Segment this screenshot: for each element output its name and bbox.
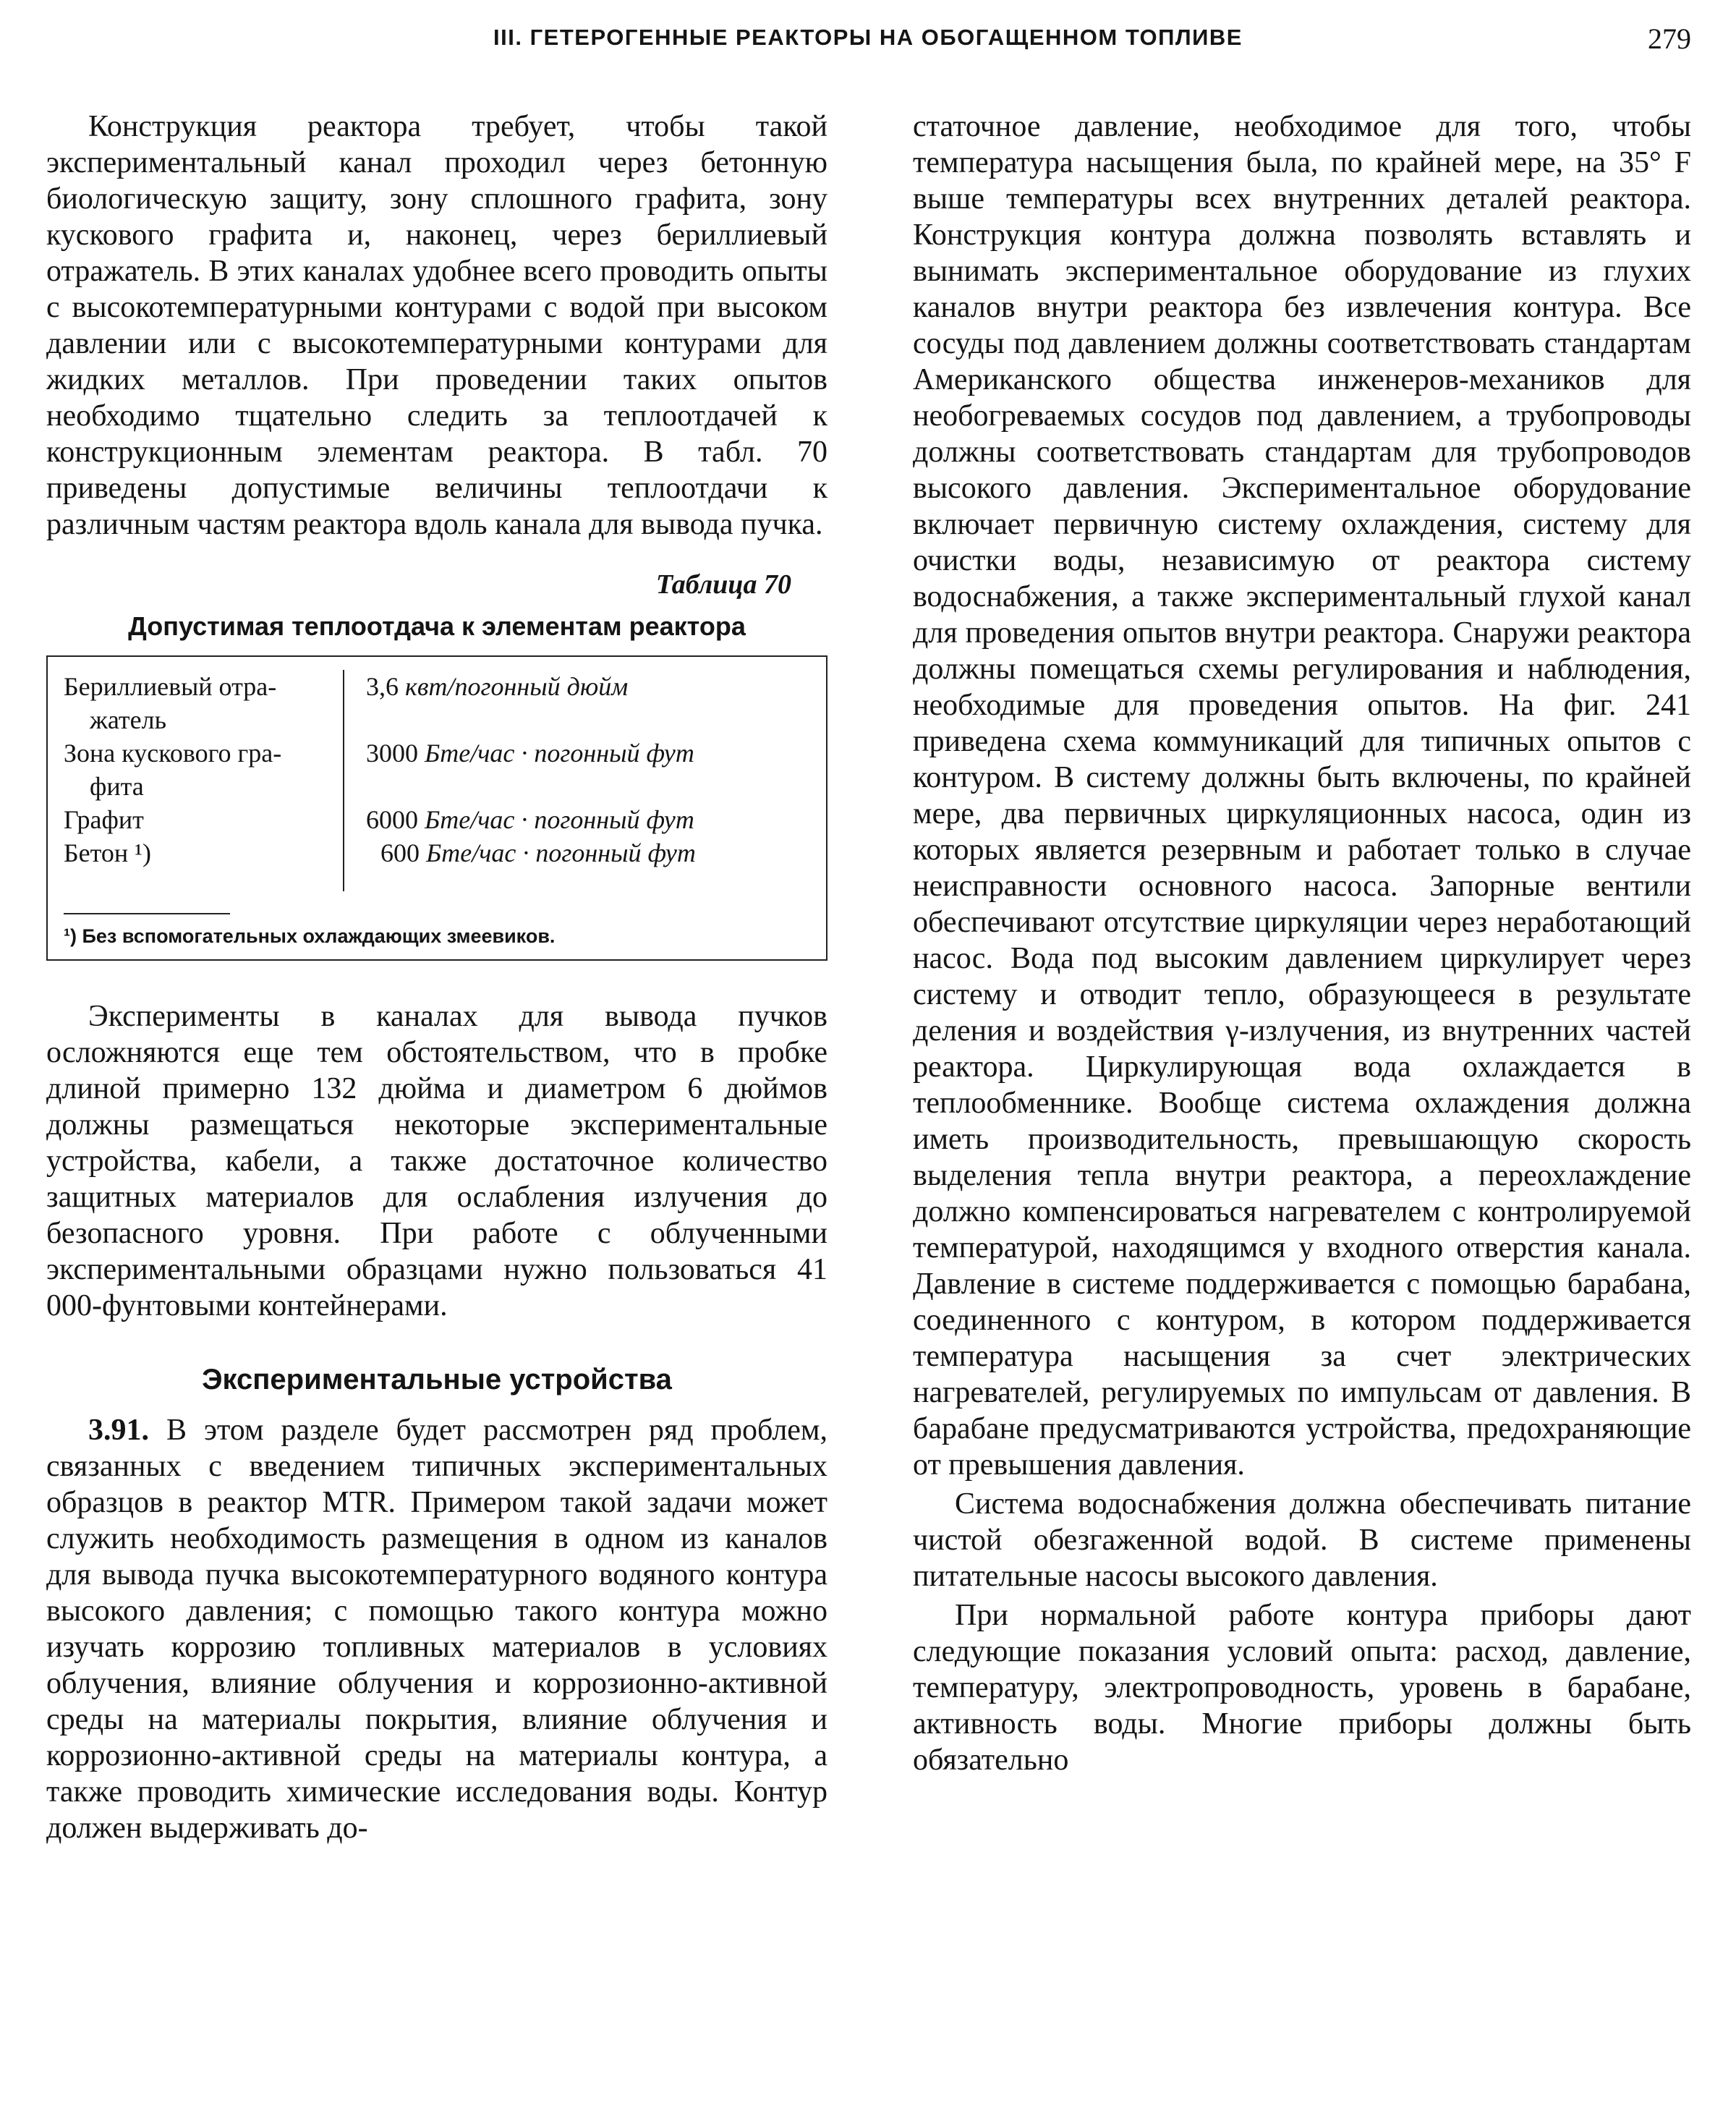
table-cell-value: 3000 Бте/час · погонный фут [366,739,694,768]
paragraph-instruments: При нормальной работе контура приборы дают следующие показания условий опыта: расход, давление, температуру, электропроводность, уровень в барабане, активность воды. Многие приборы должны быть обязательно [913,1599,1691,1777]
table-title: Допустимая теплоотдача к элементам реактора [128,611,746,641]
paragraph-3-91 [46,1412,827,1846]
table-cell-name: Зона кускового гра- фита [48,736,344,803]
table-cell-value: 3,6 квт/погонный дюйм [366,672,629,701]
paragraph-continued: статочное давление, необходимое для того, чтобы температура насыщения была, по крайней мере, на 35° F выше температуры всех внутренних деталей реактора. Конструкция контура должна позволять вставлять и вынимать экспериментальное оборудование из глухих каналов внутри реактора без извлечения контура. Все сосуды под давлением должны соответствовать стандартам Американского общества инженеров-механиков для необогреваемых сосудов под давлением, а трубопроводы должны соответствовать стандартам для трубопроводов высокого давления. Экспериментальное оборудование включает первичную систему охлаждения, систему для очистки воды, независимую от реактора систему водоснабжения, а также экспериментальный глухой канал для проведения опытов внутри реактора. Снаружи реактора должны помещаться схемы регулирования и наблюдения, необходимые для проведения опытов. На фиг. 241 приведена схема коммуникаций для типичных опытов с контуром. В систему должны быть включены, по крайней мере, два первичных циркуляционных насоса, один из которых является резервным и работает только в случае неисправности основного насоса. Запорные вентили обеспечивают отсутствие циркуляции через неработающий насос. Вода под высоким давлением циркулирует через систему и отводит тепло, образующееся в результате деления и воздействия γ-излучения, из внутренних частей реактора. Циркулирующая вода охлаждается в теплообменнике. Вообще система охлаждения должна иметь производительность, превышающую скорость выделения тепла внутри реактора, а переохлаждение должно компенсироваться нагревателем с контролируемой температурой, находящимся у входного отверстия канала. Давление в системе поддерживается с помощью барабана, соединенного с контуром, в котором поддерживается температура насыщения за счет электрических нагревателей, регулируемых по импульсам от давления. В барабане предусматриваются устройства, предохраняющие от превышения давления. [913,110,1691,1482]
table-cell-name: Графит [48,803,344,836]
left-column [46,109,827,1846]
footnote-rule [64,913,230,914]
running-title: III. ГЕТЕРОГЕННЫЕ РЕАКТОРЫ НА ОБОГАЩЕННОМ ТОПЛИВЕ [493,25,1243,50]
table-row [48,736,826,803]
table-cell-value: 6000 Бте/час · погонный фут [366,805,694,834]
paragraph-experiments: Эксперименты в каналах для вывода пучков осложняются еще тем обстоятельством, что в пробке длиной примерно 132 дюйма и диаметром 6 дюймов должны размещаться некоторые экспериментальные устройства, кабели, а также достаточное количество защитных материалов для ослабления излучения до безопасного уровня. При работе с облученными экспериментальными образцами нужно пользоваться 41 000-фунтовыми контейнерами. [46,1000,827,1322]
right-column [913,109,1691,1778]
table-cell-name: Бетон ¹) [48,836,344,891]
table-row [48,803,826,836]
paragraph-water-supply: Система водоснабжения должна обеспечивать питание чистой обезгаженной водой. В системе применены питательные насосы высокого давления. [913,1487,1691,1593]
heat-table [46,655,827,961]
table-cell-value: 600 Бте/час · погонный фут [380,838,696,867]
table-row [48,836,826,891]
paragraph-number: 3.91. [88,1414,149,1447]
table-footnote: ¹) Без вспомогательных охлаждающих змеевиков. [64,925,556,947]
page-number: 279 [1648,22,1691,55]
section-heading: Экспериментальные устройства [202,1364,672,1396]
paragraph-intro: Конструкция реактора требует, чтобы такой экспериментальный канал проходил через бетонную биологическую защиту, зону сплошного графита, зону кускового графита и, наконец, через бериллиевый отражатель. В этих каналах удобнее всего проводить опыты с высокотемпературными контурами с водой при высоком давлении или с высокотемпературными контурами для жидких металлов. При проведении таких опытов необходимо тщательно следить за теплоотдачей к конструкционным элементам реактора. В табл. 70 приведены допустимые величины теплоотдачи к различным частям реактора вдоль канала для вывода пучка. [46,110,827,541]
paragraph-3-91-text: В этом разделе будет рассмотрен ряд проблем, связанных с введением типичных экспериментальных образцов в реактор MTR. Примером такой задачи может служить необходимость размещения в одном из каналов для вывода пучка высокотемпературного водяного контура высокого давления; с помощью такого контура можно изучать коррозию топливных материалов в условиях облучения, влияние облучения и коррозионно-активной среды на материалы покрытия, влияние облучения и коррозионно-активной среды на материалы контура, а также проводить химические исследования воды. Контур должен выдерживать до- [46,1414,828,1845]
table-caption: Таблица 70 [655,569,791,600]
table-cell-name: Бериллиевый отра- жатель [48,670,344,736]
table-row [48,670,826,736]
